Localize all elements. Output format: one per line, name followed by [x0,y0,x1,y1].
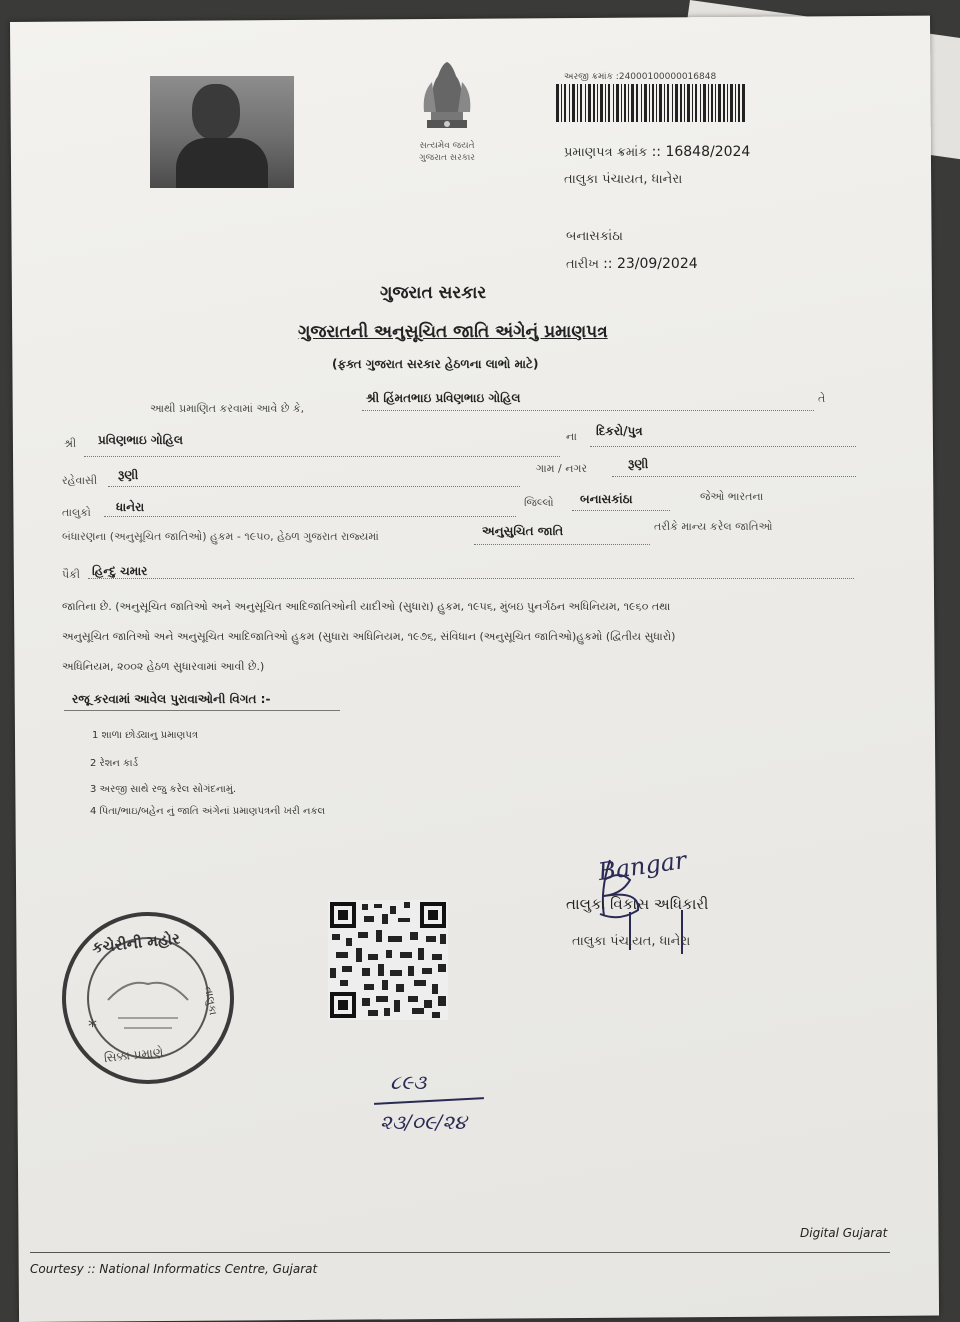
india-text: જેઓ ભારતના [700,490,764,503]
certificate-note: (ફક્ત ગુજરાત સરકાર હેઠળના લાભો માટે) [332,357,539,371]
handwritten-number: ૮૯૩ [390,1070,427,1094]
taluka-label: તાલુકો [62,506,91,519]
footer-brand: Digital Gujarat [800,1226,888,1240]
qr-code-icon [328,900,448,1020]
certificate-number-row [564,144,750,160]
evidence-item: 3 અરજી સાથે રજુ કરેલ સોગંદનામું. [90,784,237,795]
certificate-title: ગુજરાતની અનુસૂચિત જાતિ અંગેનું પ્રમાણપત્ર [298,322,608,342]
application-number: અરજી ક્રમાંક :24000100000016848 [564,72,717,82]
signatory-designation: તાલુકા વિકાસ અધિકારી [566,895,709,913]
resident-value: રૂણી [118,468,139,482]
emblem-motto: સત્યમેવ જયતે [419,141,475,151]
applicant-name: શ્રી હિંમતભાઇ પ્રવિણભાઇ ગોહિલ [366,391,521,405]
footer-courtesy: Courtesy :: National Informatics Centre, Gujarat [30,1262,318,1276]
evidence-heading: રજૂ કરવામાં આવેલ પુરાવાઓની વિગત :- [72,692,271,706]
stamp-bottom-text: સિક્કા પ્રમાણે [103,1044,164,1066]
handwritten-date: ૨૩/૦૯/૨૪ [380,1110,467,1134]
issue-date: :: 23/09/2024 [603,256,698,272]
date-row [566,256,698,272]
stamp-title: કચેરીની મહોર [91,929,181,957]
district-value: બનાસકાંઠા [580,492,633,506]
evidence-item: 2 રેશન કાર્ડ [90,758,139,769]
evidence-item: 1 શાળા છોડ્યાનુ પ્રમાણપત્ર [92,730,198,741]
district-line: બનાસકાંઠા [566,229,623,244]
evidence-item: 4 પિતા/ભાઇ/બહેન નું જાતિ અંગેનાં પ્રમાણપત્રની ખરી નકલ [90,806,326,817]
taluka-value: ધાનેરા [116,500,145,514]
village-label: ગામ / નગર [536,462,588,475]
state-emblem [404,56,490,164]
government-title: ગુજરાત સરકાર [380,283,487,303]
legal-paragraph-line-2: અનુસૂચિત જાતિઓ અને અનુસૂચિત આદિજાતિઓ હુકમ (સુધારા અધિનિયમ, ૧૯૭૬, સંવિધાન (અનુસૂચિત જાતિઓ)હુકમો (દ્વિતીય સુધારો) [62,630,676,643]
among-label: પૈકી [62,568,81,581]
district-label: જિલ્લો [524,496,554,509]
relation-label: ના [566,430,577,443]
certificate-number-label: પ્રમાણપત્ર ક્રમાંક [564,145,648,160]
certify-text: આથી પ્રમાણિત કરવામાં આવે છે કે, [150,402,305,415]
name-suffix: તે [818,392,826,405]
relation-value: દિકરો/પુત્ર [596,424,643,438]
recognized-text: તરીકે માન્ય કરેલ જાતિઓ [654,520,773,533]
handwritten-signature: Bangar [596,845,689,887]
category-value: અનુસુચિત જાતિ [482,524,564,538]
resident-label: રહેવાસી [62,474,98,487]
office-line: તાલુકા પંચાયત, ધાનેરા [564,172,683,187]
certificate-number: :: 16848/2024 [651,144,751,160]
date-label: તારીખ [566,257,599,272]
legal-paragraph-line-1: જાતિના છે. (અનુસૂચિત જાતિઓ અને અનુસૂચિત આદિજાતિઓની યાદીઓ (સુધારા) હુકમ, ૧૯૫૬, મુંબઇ પુનર્ગઠન અધિનિયમ, ૧૯૬૦ તથા [62,600,671,613]
emblem-government: ગુજરાત સરકાર [419,153,475,163]
signatory-office: તાલુકા પંચાયત, ધાનેરા [572,934,691,949]
shri-label: શ્રી [64,437,77,450]
father-name: પ્રવિણભાઇ ગોહિલ [98,433,183,447]
constitution-text: બંધારણના (અનુસૂચિત જાતિઓ) હુકમ - ૧૯૫૦, હેઠળ ગુજરાત રાજ્યમાં [62,530,379,543]
applicant-photo [150,76,294,188]
village-value: રૂણી [628,457,649,471]
stamp-side-text: તાલુકા [201,985,220,1017]
svg-text:*: * [88,1016,97,1037]
caste-value: હિન્દુ ચમાર [92,564,148,578]
legal-paragraph-line-3: અધિનિયમ, ૨૦૦૨ હેઠળ સુધારવામાં આવી છે.) [62,660,265,673]
barcode-icon [556,84,746,122]
lion-emblem-icon [404,56,490,136]
